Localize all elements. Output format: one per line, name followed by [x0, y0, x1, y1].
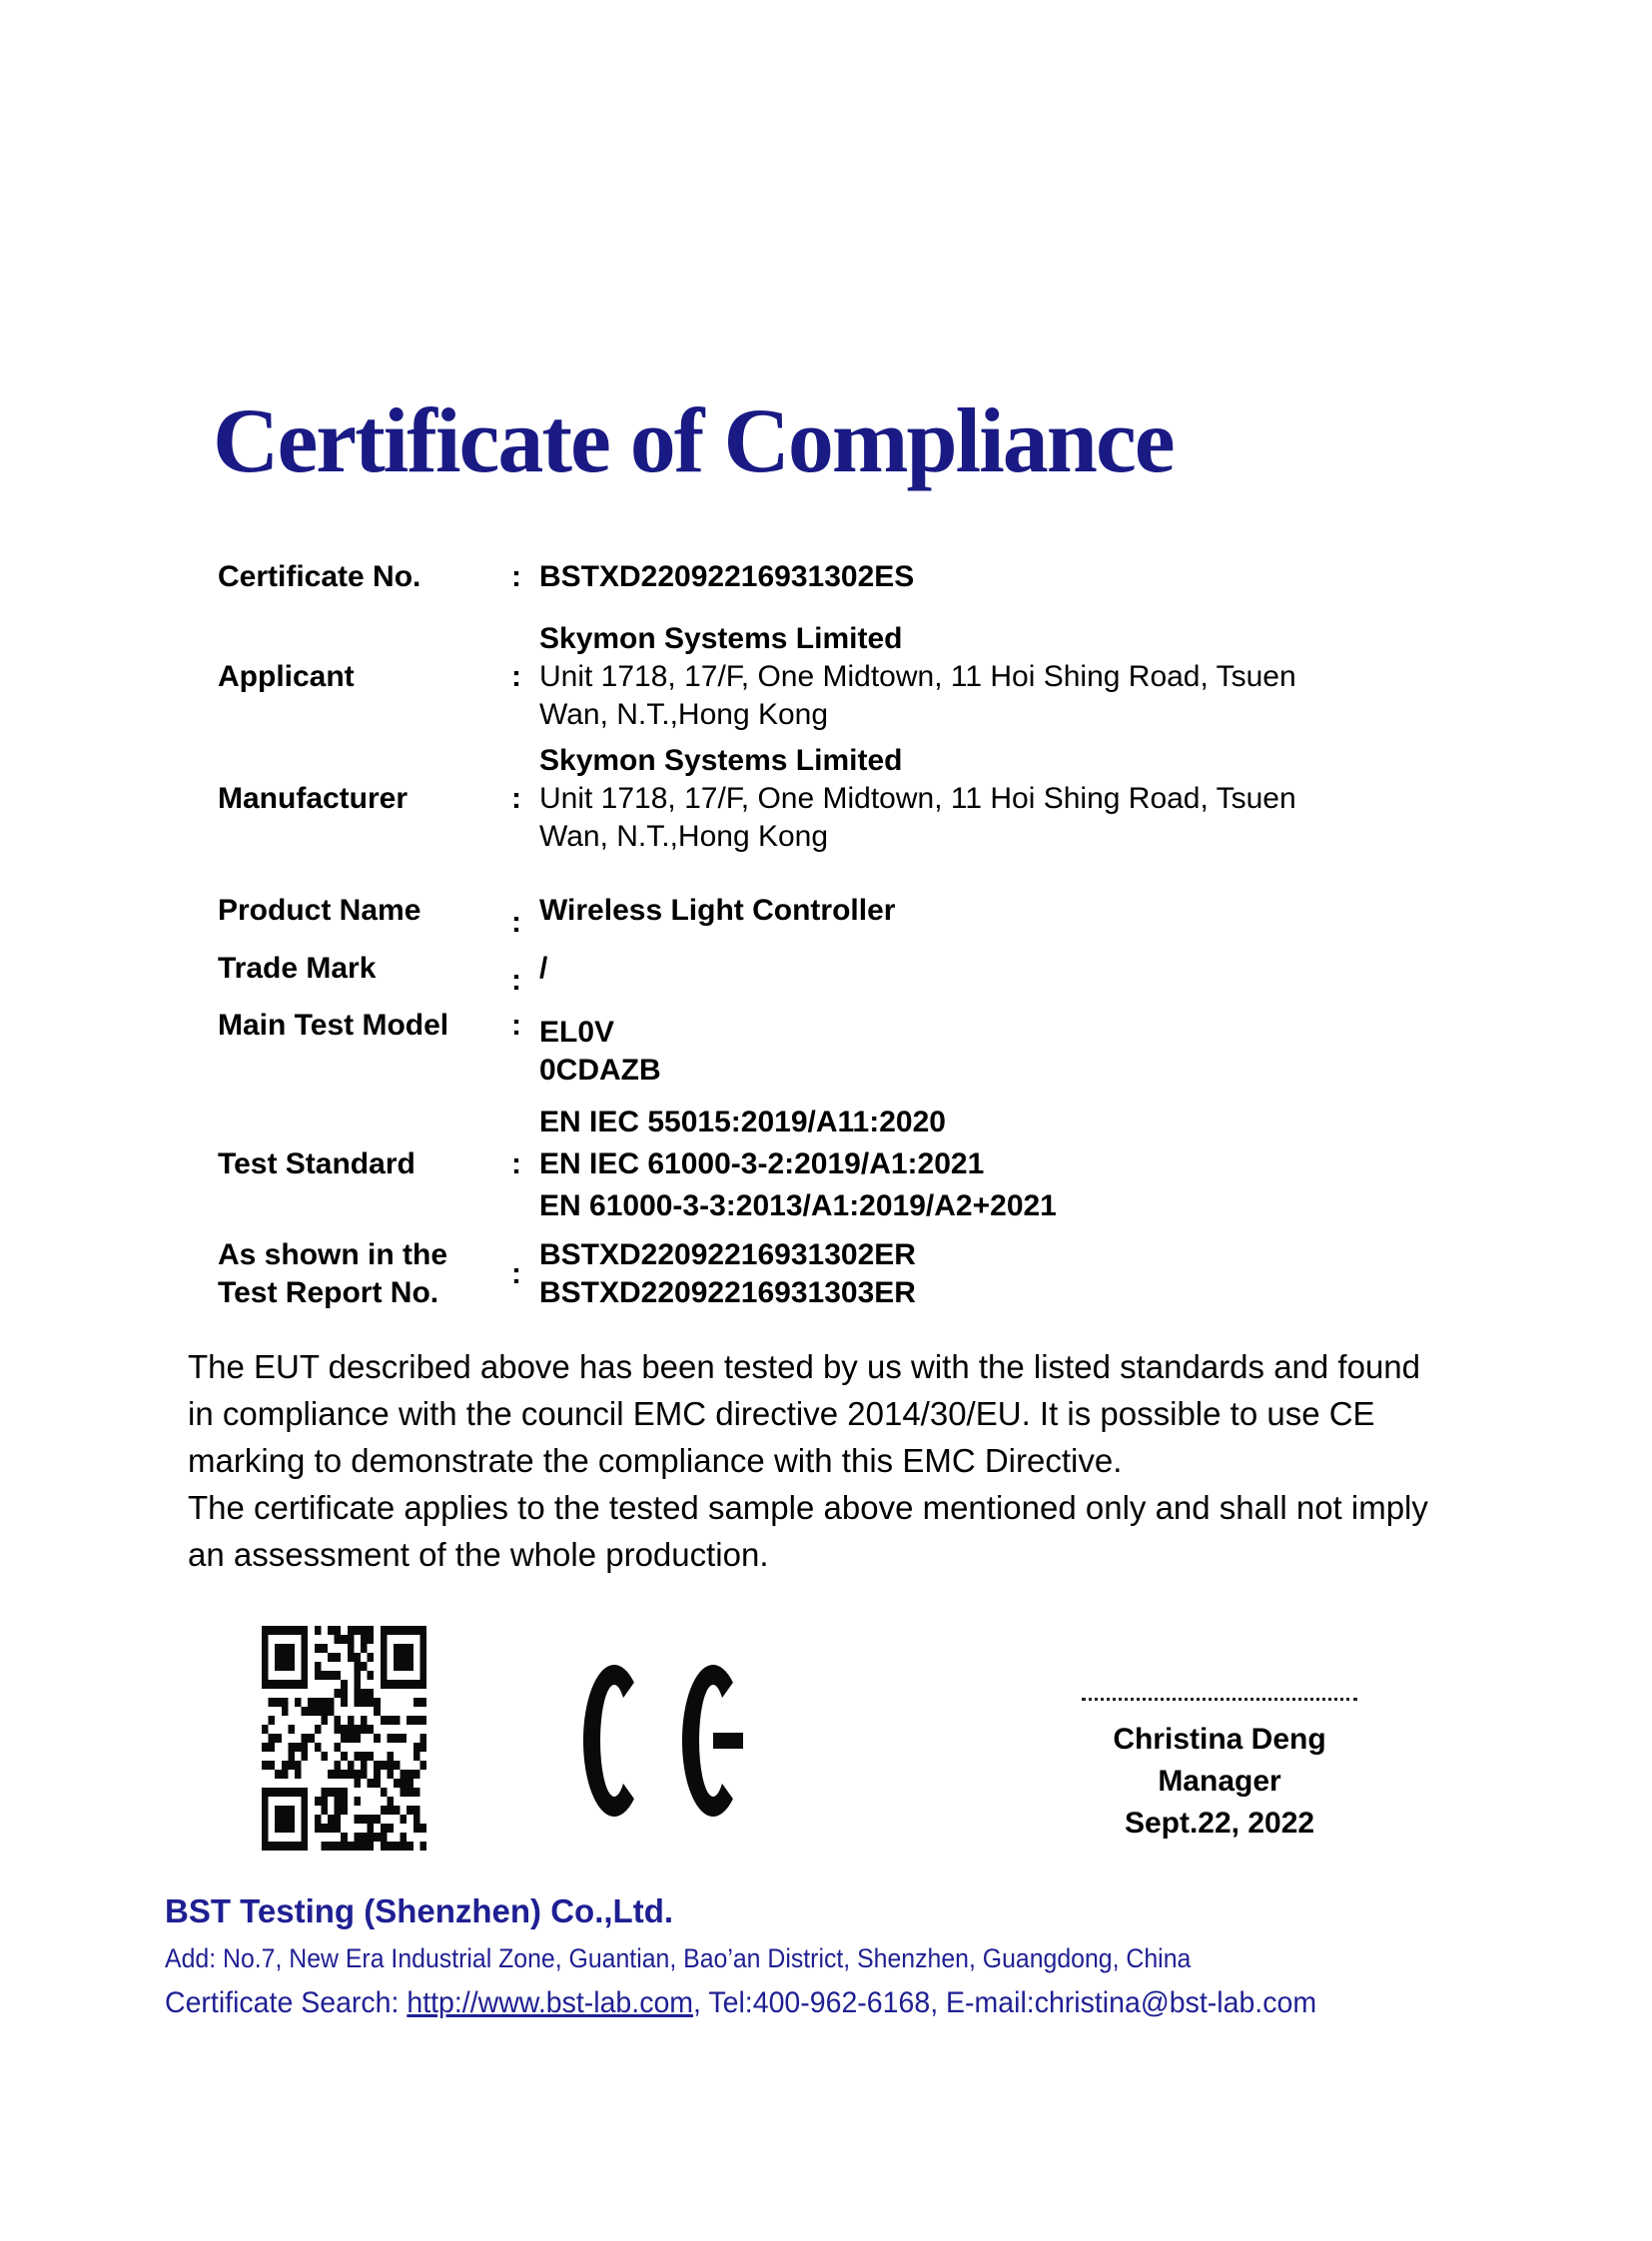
field-label: Applicant — [218, 660, 355, 693]
field-colon: : — [511, 906, 521, 939]
signature-block — [1082, 1698, 1357, 1845]
signature-date: Sept.22, 2022 — [1124, 1807, 1315, 1840]
statement-line1: The EUT described above has been tested by us with the listed standards and found — [188, 1348, 1421, 1385]
standard-line2: EN IEC 61000-3-2:2019/A1:2021 — [539, 1147, 985, 1180]
certificate-search-label: Certificate Search: — [165, 1986, 408, 2019]
test-standard-value — [539, 1102, 1436, 1227]
standard-line1: EN IEC 55015:2019/A11:2020 — [539, 1106, 946, 1138]
issuer-contact: , Tel:400-962-6168, E-mail:christina@bst-lab.com — [693, 1986, 1317, 2019]
issuer-footer — [165, 1893, 1377, 2020]
issuer-company-name: BST Testing (Shenzhen) Co.,Ltd. — [165, 1892, 674, 1929]
field-label: Test Standard — [218, 1147, 415, 1180]
field-colon: : — [511, 964, 521, 997]
statement-line2: in compliance with the council EMC directive 2014/30/EU. It is possible to use CE — [188, 1395, 1375, 1432]
field-label: Certificate No. — [218, 560, 421, 593]
model-line1: EL0V — [539, 1016, 615, 1049]
statement-line3: marking to demonstrate the compliance with this EMC Directive. — [188, 1442, 1123, 1479]
field-colon: : — [511, 1257, 521, 1290]
standard-line3: EN 61000-3-3:2013/A1:2019/A2+2021 — [539, 1189, 1057, 1222]
model-line2: 0CDAZB — [539, 1054, 661, 1087]
manufacturer-company: Skymon Systems Limited — [539, 744, 903, 777]
field-certificate-no — [218, 558, 1436, 596]
field-applicant — [218, 620, 1436, 734]
field-colon: : — [511, 660, 521, 693]
report-label-line1: As shown in the — [218, 1238, 448, 1271]
product-name-value: Wireless Light Controller — [539, 894, 896, 927]
field-label: Product Name — [218, 894, 421, 927]
signatory-name: Christina Deng — [1113, 1723, 1326, 1756]
certificate-fields — [218, 558, 1436, 1312]
page-title: Certificate of Compliance — [213, 389, 1174, 491]
qr-code — [262, 1626, 426, 1851]
field-manufacturer — [218, 742, 1436, 856]
field-colon: : — [511, 560, 521, 593]
field-product-name — [218, 892, 1436, 939]
signatory-role: Manager — [1158, 1765, 1281, 1798]
issuer-address: Add: No.7, New Era Industrial Zone, Guantian, Bao’an District, Shenzhen, Guangdong, China — [165, 1943, 1192, 1973]
report-number-2: BSTXD22092216931303ER — [539, 1276, 916, 1309]
field-colon: : — [511, 1009, 521, 1042]
applicant-address-line1: Unit 1718, 17/F, One Midtown, 11 Hoi Shing Road, Tsuen — [539, 660, 1296, 693]
field-label — [218, 1236, 511, 1312]
field-label: Manufacturer — [218, 782, 409, 815]
statement-line5: an assessment of the whole production. — [188, 1536, 769, 1573]
statement-line4: The certificate applies to the tested sample above mentioned only and shall not imply — [188, 1489, 1428, 1526]
field-test-report-no — [218, 1236, 1436, 1312]
report-number-1: BSTXD22092216931302ER — [539, 1238, 916, 1271]
field-trade-mark — [218, 950, 1436, 997]
manufacturer-value — [539, 742, 1436, 856]
applicant-company: Skymon Systems Limited — [539, 622, 903, 655]
certificate-number: BSTXD22092216931302ES — [539, 560, 915, 593]
manufacturer-address-line1: Unit 1718, 17/F, One Midtown, 11 Hoi Shing Road, Tsuen — [539, 782, 1296, 815]
field-label: Trade Mark — [218, 952, 377, 985]
applicant-value — [539, 620, 1436, 734]
ce-marking-icon — [582, 1663, 744, 1819]
field-colon: : — [511, 1147, 521, 1180]
field-label: Main Test Model — [218, 1009, 449, 1042]
trade-mark-value: / — [539, 952, 548, 985]
test-report-value — [539, 1236, 1436, 1312]
report-label-line2: Test Report No. — [218, 1276, 439, 1309]
field-test-standard — [218, 1102, 1436, 1227]
signature-dotted-line — [1082, 1698, 1357, 1701]
applicant-address-line2: Wan, N.T.,Hong Kong — [539, 698, 829, 731]
compliance-statement — [188, 1343, 1428, 1578]
certificate-search-link[interactable]: http://www.bst-lab.com — [407, 1986, 694, 2019]
main-test-model-value — [539, 1014, 1436, 1090]
certificate-search-line — [165, 1986, 1316, 2020]
field-colon: : — [511, 782, 521, 815]
manufacturer-address-line2: Wan, N.T.,Hong Kong — [539, 820, 829, 853]
field-main-test-model — [218, 1007, 1436, 1090]
